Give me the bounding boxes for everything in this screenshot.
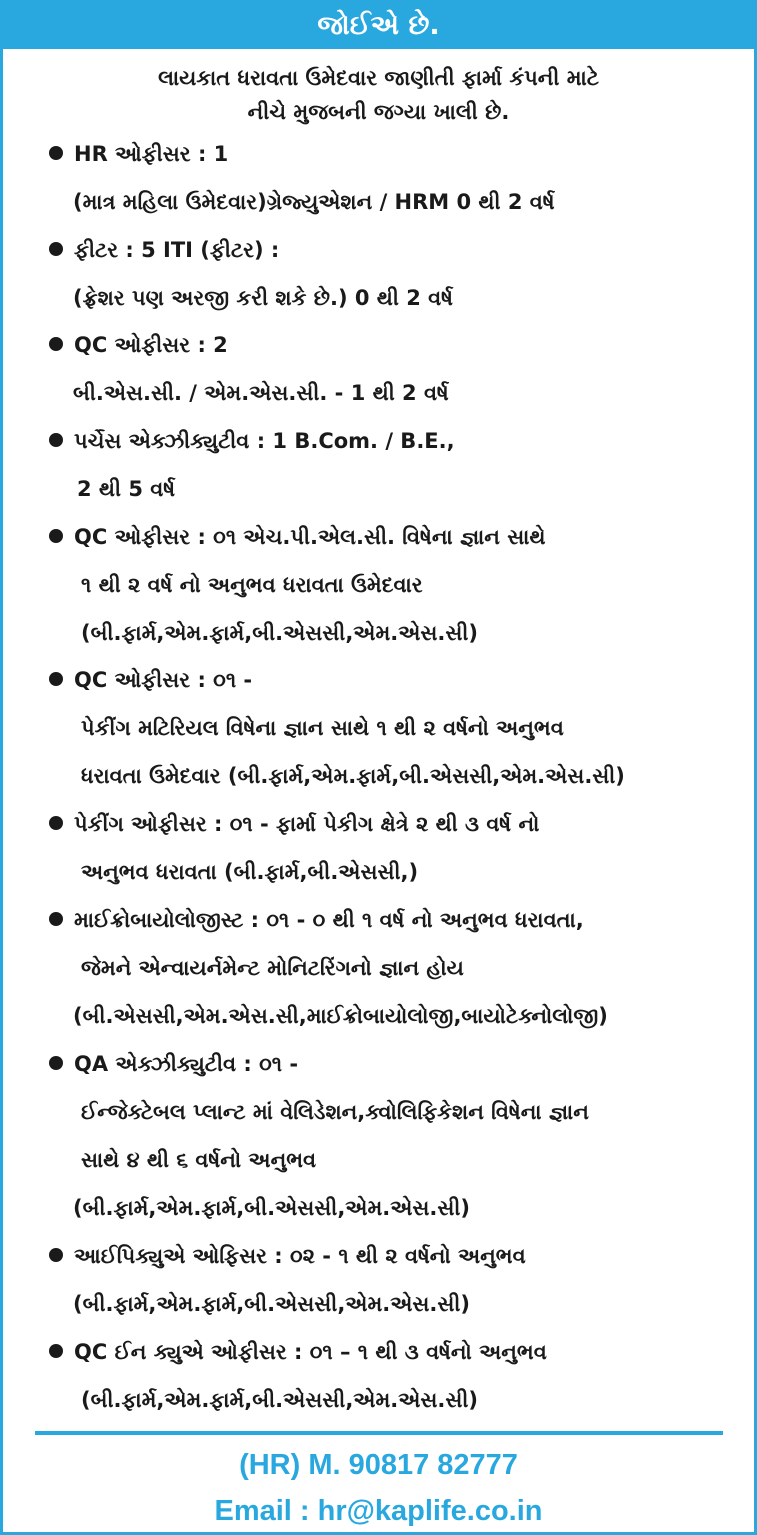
bullet-icon bbox=[49, 912, 63, 926]
bullet-icon bbox=[49, 433, 63, 447]
job-title-microbiologist: માઈક્રોબાયોલોજીસ્ટ : ૦૧ - ૦ થી ૧ વર્ષ નો અનુભવ ધરાવતા, bbox=[49, 905, 584, 935]
job-detail: (ફ્રેશર પણ અરજી કરી શકે છે.) 0 થી 2 વર્ષ bbox=[73, 286, 453, 310]
bullet-icon bbox=[49, 337, 63, 351]
job-detail: 2 થી 5 વર્ષ bbox=[77, 477, 176, 501]
divider bbox=[35, 1431, 723, 1435]
bullet-icon bbox=[49, 816, 63, 830]
bullet-icon bbox=[49, 146, 63, 160]
job-title-ipqa-officer: આઈપિક્યુએ ઓફિસર : ૦૨ - ૧ થી ૨ વર્ષનો અનુભવ bbox=[49, 1241, 526, 1271]
job-title-qc-officer-hplc: QC ઓફીસર : ૦૧ એચ.પી.એલ.સી. વિષેના જ્ઞાન સાથે bbox=[49, 522, 546, 552]
job-detail: (બી.ફાર્મ,એમ.ફાર્મ,બી.એસસી,એમ.એસ.સી) bbox=[73, 1196, 471, 1220]
job-detail: ૧ થી ૨ વર્ષ નો અનુભવ ધરાવતા ઉમેદવાર bbox=[81, 573, 423, 597]
job-detail: ધરાવતા ઉમેદવાર (બી.ફાર્મ,એમ.ફાર્મ,બી.એસસી,એમ.એસ.સી) bbox=[81, 764, 625, 788]
header-title: જોઈએ છે. bbox=[3, 3, 754, 49]
bullet-icon bbox=[49, 242, 63, 256]
job-title-qc-in-qa-officer: QC ઈન ક્યુએ ઓફીસર : ૦૧ – ૧ થી ૩ વર્ષનો અનુભવ bbox=[49, 1337, 547, 1367]
bullet-icon bbox=[49, 1248, 63, 1262]
contact-phone: (HR) M. 90817 82777 bbox=[239, 1449, 518, 1481]
bullet-icon bbox=[49, 672, 63, 686]
intro-line-2: નીચે મુજબની જગ્યા ખાલી છે. bbox=[247, 100, 510, 124]
job-title-fitter: ફીટર : 5 ITI (ફીટર) : bbox=[49, 235, 279, 265]
job-detail: (બી.ફાર્મ,એમ.ફાર્મ,બી.એસસી,એમ.એસ.સી) bbox=[81, 1388, 479, 1412]
bullet-icon bbox=[49, 1344, 63, 1358]
job-title-packing-officer: પેકીંગ ઓફીસર : ૦૧ - ફાર્મા પેકીગ ક્ષેત્રે ૨ થી ૩ વર્ષ નો bbox=[49, 809, 539, 839]
job-title-qc-officer: QC ઓફીસર : 2 bbox=[49, 330, 228, 360]
job-detail: (બી.ફાર્મ,એમ.ફાર્મ,બી.એસસી,એમ.એસ.સી) bbox=[81, 621, 479, 645]
job-detail: જેમને એન્વાયર્નમેન્ટ મોનિટરિંગનો જ્ઞાન હોય bbox=[81, 956, 464, 980]
job-detail: (બી.ફાર્મ,એમ.ફાર્મ,બી.એસસી,એમ.એસ.સી) bbox=[73, 1292, 471, 1316]
job-title-hr-officer: HR ઓફીસર : 1 bbox=[49, 139, 228, 169]
job-title-purchase-executive: પર્ચેસ એક્ઝીક્યુટીવ : 1 B.Com. / B.E., bbox=[49, 426, 455, 456]
job-title-qa-executive: QA એક્ઝીક્યુટીવ : ૦૧ - bbox=[49, 1049, 298, 1079]
job-detail: સાથે ૪ થી ૬ વર્ષનો અનુભવ bbox=[81, 1148, 317, 1172]
job-detail: (બી.એસસી,એમ.એસ.સી,માઈક્રોબાયોલોજી,બાયોટેક્નોલોજી) bbox=[73, 1004, 608, 1028]
job-title-qc-officer-packing: QC ઓફીસર : ૦૧ - bbox=[49, 665, 252, 695]
bullet-icon bbox=[49, 1056, 63, 1070]
job-detail: અનુભવ ધરાવતા (બી.ફાર્મ,બી.એસસી,) bbox=[81, 860, 419, 884]
intro-line-1: લાયકાત ધરાવતા ઉમેદવાર જાણીતી ફાર્મા કંપની માટે bbox=[158, 66, 599, 90]
contact-email: Email : hr@kaplife.co.in bbox=[214, 1495, 543, 1527]
job-detail: પેકીંગ મટિરિયલ વિષેના જ્ઞાન સાથે ૧ થી ૨ વર્ષનો અનુભવ bbox=[81, 716, 564, 740]
job-detail: (માત્ર મહિલા ઉમેદવાર)ગ્રેજ્યુએશન / HRM 0 થી 2 વર્ષ bbox=[73, 190, 555, 214]
job-detail: ઈન્જેક્ટેબલ પ્લાન્ટ માં વેલિડેશન,ક્વોલિફિકેશન વિષેના જ્ઞાન bbox=[81, 1100, 589, 1124]
bullet-icon bbox=[49, 529, 63, 543]
job-detail: બી.એસ.સી. / એમ.એસ.સી. - 1 થી 2 વર્ષ bbox=[73, 381, 449, 405]
